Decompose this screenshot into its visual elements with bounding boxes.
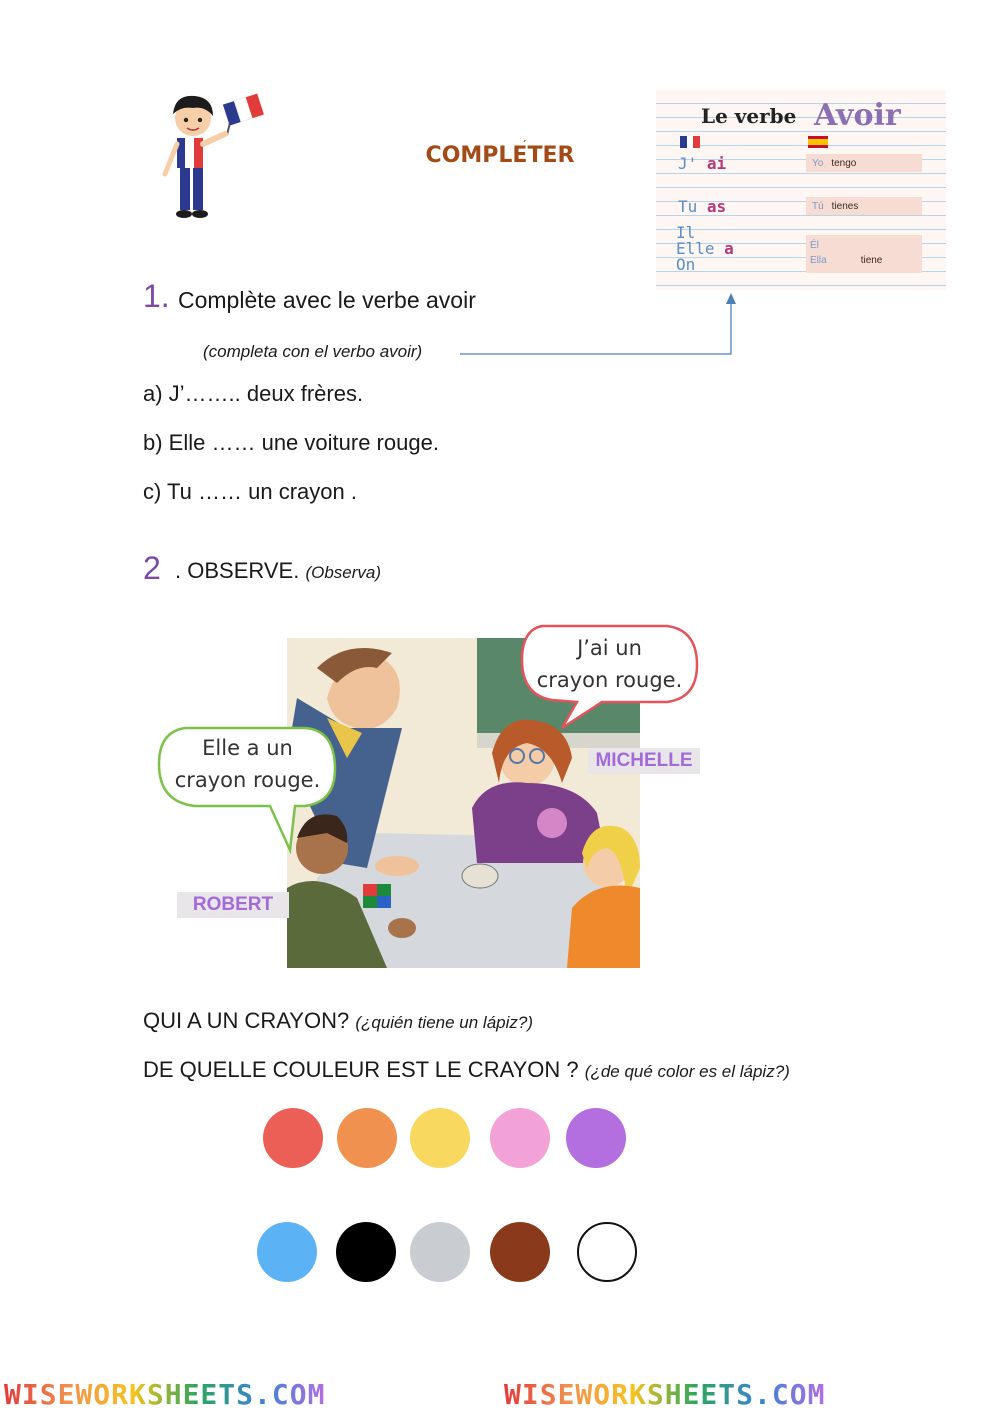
- color-dot-2-2[interactable]: [336, 1222, 396, 1282]
- verb-row-tu: Tu as: [678, 197, 727, 216]
- exercise-2-number: 2: [143, 550, 161, 586]
- exercise-1-instruction: Complète avec le verbe avoir: [178, 287, 476, 313]
- color-dot-1-3[interactable]: [410, 1108, 470, 1168]
- verb-row-il-elle-on: Il Elle a On: [676, 223, 734, 274]
- verb-avoir-card: [656, 90, 946, 290]
- color-dot-1-2[interactable]: [337, 1108, 397, 1168]
- question-color: DE QUELLE COULEUR EST LE CRAYON ? (¿de qué color es el lápiz?): [143, 1057, 790, 1082]
- exercise-1-number: 1.: [143, 278, 170, 314]
- page-title: COMPLETER: [425, 143, 575, 168]
- french-boy-illustration: [155, 90, 265, 225]
- sentence-c: c) Tu …… un crayon .: [143, 479, 357, 504]
- verb-row-yo: Yo tengo: [812, 158, 857, 169]
- bubble-michelle-text: J’ai un crayon rouge.: [536, 636, 683, 692]
- spain-flag-icon: [808, 136, 828, 148]
- brand-logo-left: [4, 1378, 325, 1411]
- title-accent-mark: ˏ: [522, 126, 527, 142]
- sentence-a: a) J’…….. deux frères.: [143, 381, 364, 406]
- color-dot-2-4[interactable]: [490, 1222, 550, 1282]
- exercise-1-translation: (completa con el verbo avoir): [203, 342, 423, 361]
- verb-row-je: J' ai: [678, 154, 727, 173]
- verb-row-tu-es: Tú tienes: [812, 201, 859, 212]
- verb-card-heading-small: Le verbe: [701, 104, 797, 128]
- color-dot-2-5[interactable]: [577, 1222, 637, 1282]
- color-dot-1-1[interactable]: [263, 1108, 323, 1168]
- bubble-robert-text: Elle a un crayon rouge.: [174, 736, 321, 792]
- france-flag-icon: [680, 136, 700, 148]
- color-dot-2-3[interactable]: [410, 1222, 470, 1282]
- question-who: QUI A UN CRAYON? (¿quién tiene un lápiz?): [143, 1008, 533, 1033]
- verb-card-heading-big: Avoir: [814, 98, 901, 133]
- verb-row-el-ella: Él Ella tiene: [810, 240, 883, 266]
- color-dot-2-1[interactable]: [257, 1222, 317, 1282]
- brand-logo-right-text: WISEWORKSHEETS.COM: [504, 1378, 826, 1411]
- color-dot-1-4[interactable]: [490, 1108, 550, 1168]
- label-michelle: MICHELLE: [588, 748, 700, 774]
- brand-logo-right: [504, 1378, 825, 1411]
- label-robert: ROBERT: [177, 892, 289, 918]
- exercise-2-instruction: . OBSERVE. (Observa): [175, 558, 382, 583]
- brand-logo-left-text: WISEWORKSHEETS.COM: [4, 1378, 326, 1411]
- pointer-arrow: [455, 290, 745, 360]
- color-dot-1-5[interactable]: [566, 1108, 626, 1168]
- sentence-b: b) Elle …… une voiture rouge.: [143, 430, 439, 455]
- footer-brand-bar: [0, 1376, 1000, 1413]
